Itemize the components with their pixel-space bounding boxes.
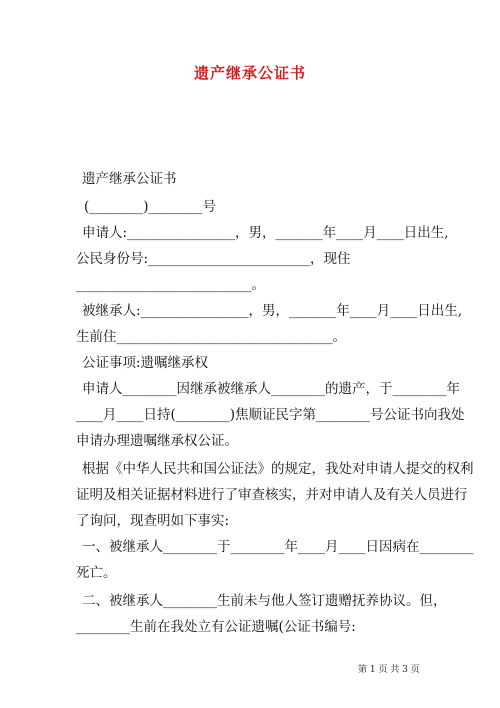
paragraph-line-4: 根据《中华人民共和国公证法》的规定，我处对申请人提交的权利 <box>82 461 474 477</box>
fact-2-cont-line: ________生前在我处立有公证遗嘱(公证书编号: <box>76 619 356 635</box>
decedent-address-line: 生前住________________________________。 <box>76 329 346 345</box>
document-title: 遗产继承公证书 <box>193 64 306 82</box>
paragraph-line-6: 了询问，现查明如下事实: <box>76 513 230 529</box>
decedent-line: 被继承人:________________，男，_______年____月____日出生, <box>82 303 463 319</box>
paragraph-line-1: 申请人________因继承被继承人________的遗产，于________年 <box>82 381 460 397</box>
notary-matter-line: 公证事项:遗嘱继承权 <box>82 355 209 371</box>
doc-number-line: (________)________号 <box>84 199 217 215</box>
doc-heading: 遗产继承公证书 <box>82 171 177 187</box>
page-number: 第 1 页 共 3 页 <box>358 665 420 675</box>
paragraph-line-5: 证明及相关证据材料进行了审查核实，并对申请人及有关人员进行 <box>76 487 468 503</box>
paragraph-line-3: 申请办理遗嘱继承权公证。 <box>76 433 238 449</box>
applicant-line: 申请人:________________，男，_______年____月____日出生, <box>82 225 449 241</box>
id-number-line: 公民身份号:________________________，现住 <box>76 251 351 267</box>
paragraph-line-2: ____月____日持(________)焦顺证民字第________号公证书向我处 <box>76 407 465 423</box>
fact-2-line: 二、被继承人________生前未与他人签订遗赠抚养协议。但， <box>82 593 447 609</box>
address-line: __________________________。 <box>76 277 265 293</box>
fact-1-end-line: 死亡。 <box>76 565 117 581</box>
fact-1-line: 一、被继承人________于________年____月____日因病在________ <box>82 539 474 555</box>
